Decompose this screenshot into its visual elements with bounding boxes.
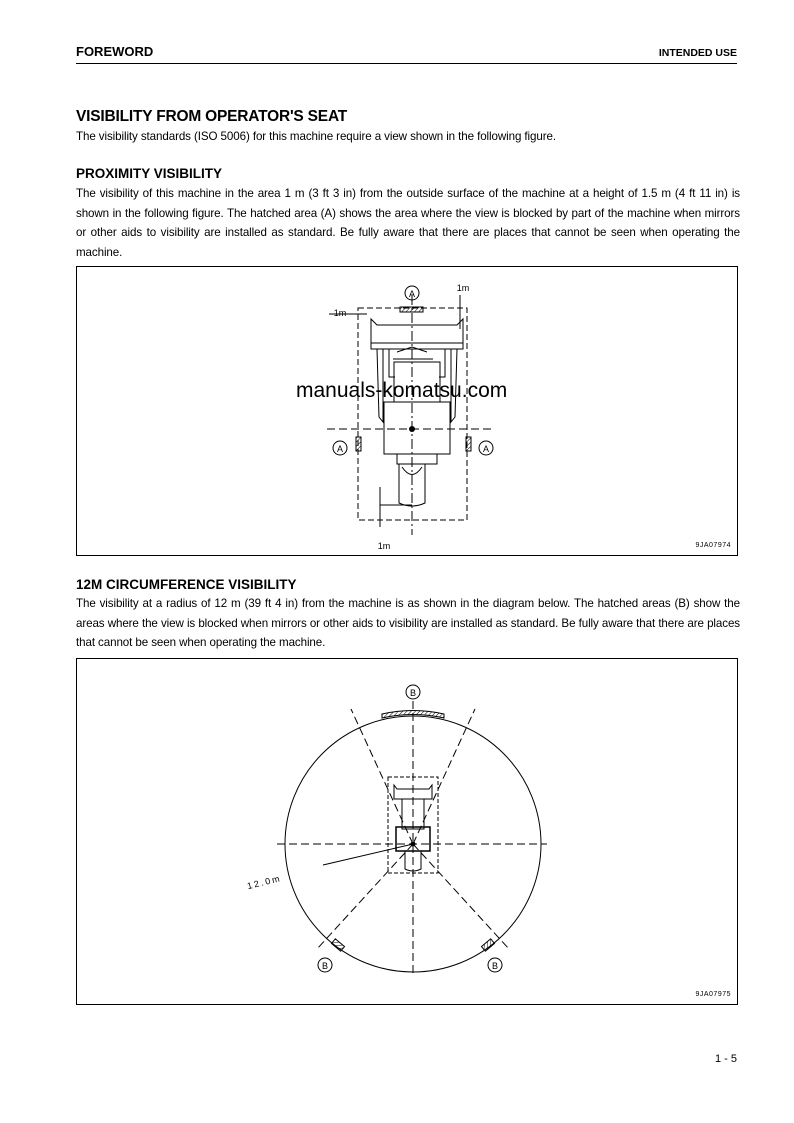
proximity-diagram bbox=[77, 267, 737, 555]
section-heading: 12M CIRCUMFERENCE VISIBILITY bbox=[76, 577, 297, 592]
area-label-b: B bbox=[321, 961, 329, 971]
watermark: manuals-komatsu.com bbox=[296, 379, 508, 402]
section-text: The visibility at a radius of 12 m (39 ft 4 in) from the machine is as shown in the diagram below. The hatched areas (B) show the areas where the view is blocked when mirrors or other aids to visibility are installed as standard. Be fully aware that there are places that cannot be seen when operating the machine. bbox=[76, 597, 740, 649]
section-text: The visibility of this machine in the area 1 m (3 ft 3 in) from the outside surface of the machine at a height of 1.5 m (4 ft 11 in) is shown in the following figure. The hatched area (A) shows the area where the view is blocked by part of the machine when mirrors or other aids to visibility are installed as standard. Be fully aware that there are places that cannot be seen when operating the machine. bbox=[76, 187, 740, 259]
hatched-area-b-left bbox=[331, 939, 344, 951]
header-right: INTENDED USE bbox=[658, 47, 737, 59]
hatched-area-a-front bbox=[400, 307, 423, 312]
area-label-b: B bbox=[409, 688, 417, 698]
page-title: VISIBILITY FROM OPERATOR'S SEAT bbox=[76, 108, 348, 125]
dimension-label: 1m bbox=[333, 308, 347, 318]
page-number: 1 - 5 bbox=[714, 1053, 737, 1065]
area-label-b: B bbox=[491, 961, 499, 971]
hatched-area-a-left bbox=[356, 437, 361, 451]
radius-label: 12.0m bbox=[246, 873, 283, 892]
hatched-area-a-right bbox=[466, 437, 471, 451]
circumference-visibility-figure bbox=[76, 658, 738, 1005]
area-label-a: A bbox=[336, 444, 344, 454]
figure-code: 9JA07975 bbox=[695, 991, 731, 998]
figure-code: 9JA07974 bbox=[695, 542, 731, 549]
header-left: FOREWORD bbox=[76, 44, 154, 59]
hatched-area-b-right bbox=[481, 939, 494, 951]
proximity-visibility-figure bbox=[76, 266, 738, 556]
circumference-diagram bbox=[77, 659, 737, 1004]
intro-text: The visibility standards (ISO 5006) for this machine require a view shown in the following figure. bbox=[76, 130, 556, 143]
dimension-label: 1m bbox=[456, 283, 470, 293]
area-label-a: A bbox=[482, 444, 490, 454]
dimension-label: 1m bbox=[377, 541, 391, 551]
section-heading: PROXIMITY VISIBILITY bbox=[76, 166, 223, 181]
header-rule bbox=[76, 63, 737, 64]
area-label-a: A bbox=[408, 289, 416, 299]
